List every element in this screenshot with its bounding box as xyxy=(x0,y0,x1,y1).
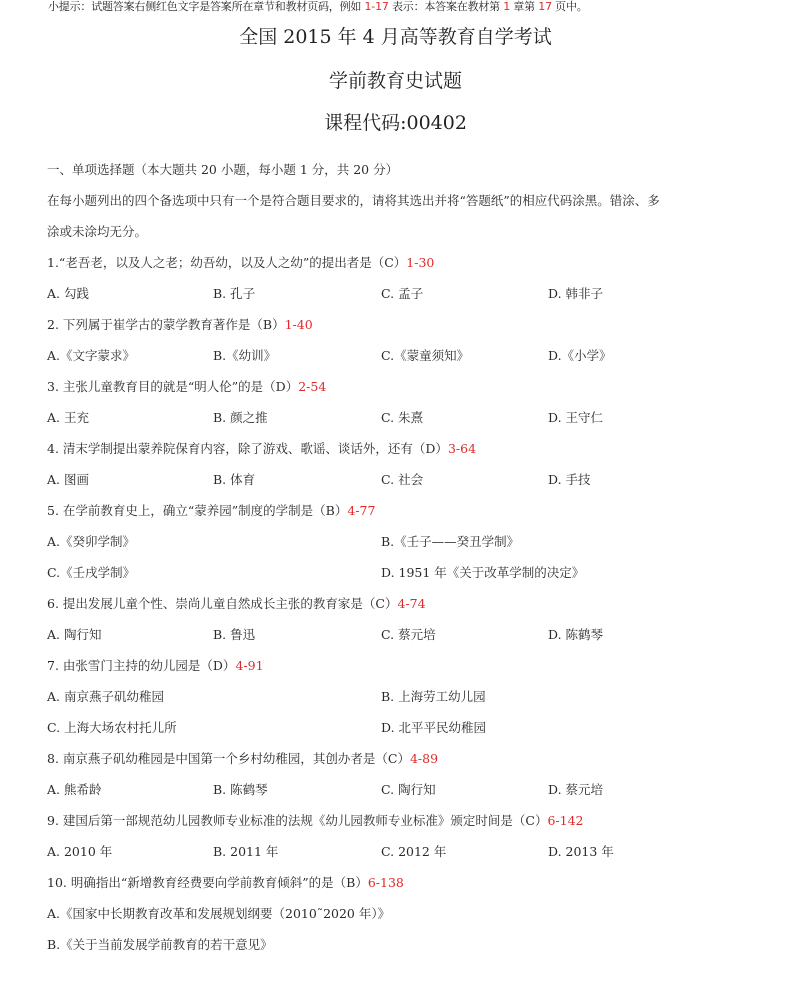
question-stem xyxy=(47,379,326,395)
option-d: D. 2013 年 xyxy=(548,844,614,859)
hint-text: 小提示：试题答案右侧红色文字是答案所在章节和教材页码，例如 xyxy=(48,0,365,13)
option-c: C. 蔡元培 xyxy=(381,627,436,642)
option-a: A. 2010 年 xyxy=(47,844,113,859)
option-c: C. 社会 xyxy=(381,472,424,487)
option-b: B. 鲁迅 xyxy=(213,627,256,642)
hint-chapter: 1 xyxy=(503,0,511,13)
option-d: D. 王守仁 xyxy=(548,410,604,425)
hint-page: 17 xyxy=(538,0,552,13)
reference-page: 4-74 xyxy=(397,596,426,611)
question-stem xyxy=(47,596,426,612)
stem-text: 8. 南京燕子矶幼稚园是中国第一个乡村幼稚园，其创办者是（C） xyxy=(47,751,410,766)
option-d: D. 韩非子 xyxy=(548,286,604,301)
option-a: A.《癸卯学制》 xyxy=(47,534,136,549)
option-b: B.《关于当前发展学前教育的若干意见》 xyxy=(47,937,273,952)
option-b: B. 孔子 xyxy=(213,286,256,301)
stem-text: 6. 提出发展儿童个性、崇尚儿童自然成长主张的教育家是（C） xyxy=(47,596,398,611)
option-c: C.《蒙童须知》 xyxy=(381,348,470,363)
hint-text: 表示：本答案在教材第 xyxy=(388,0,504,13)
option-a: A. 王充 xyxy=(47,410,89,425)
stem-text: 7. 由张雪门主持的幼儿园是（D） xyxy=(47,658,236,673)
option-a: A. 陶行知 xyxy=(47,627,102,642)
section-heading: 一、单项选择题（本大题共 20 小题，每小题 1 分，共 20 分） xyxy=(47,162,399,177)
reference-page: 4-77 xyxy=(347,503,376,518)
option-d: D. 北平平民幼稚园 xyxy=(381,720,487,735)
option-a: A. 勾践 xyxy=(47,286,89,301)
option-b: B. 2011 年 xyxy=(213,844,279,859)
option-c: C. 2012 年 xyxy=(381,844,447,859)
reference-page: 3-64 xyxy=(447,441,477,456)
option-a: A. 图画 xyxy=(47,472,89,487)
option-d: D. 陈鹤琴 xyxy=(548,627,604,642)
question-stem xyxy=(47,875,404,891)
section-instruction: 涂或未涂均无分。 xyxy=(47,224,148,239)
hint-banner xyxy=(48,0,588,14)
section-instruction: 在每小题列出的四个备选项中只有一个是符合题目要求的，请将其选出并将“答题纸”的相应代码涂黑。错涂、多 xyxy=(47,193,660,208)
question-stem xyxy=(47,751,438,767)
question-stem xyxy=(47,317,313,333)
option-b: B.《壬子——癸丑学制》 xyxy=(381,534,520,549)
subject-title: 学前教育史试题 xyxy=(328,70,462,92)
option-d: D. 手技 xyxy=(548,472,591,487)
option-b: B. 颜之推 xyxy=(213,410,268,425)
question-stem xyxy=(47,503,375,519)
reference-page: 2-54 xyxy=(298,379,327,394)
option-c: C.《壬戌学制》 xyxy=(47,565,136,580)
reference-page: 1-40 xyxy=(284,317,313,332)
hint-text: 页中。 xyxy=(551,0,588,13)
reference-page: 4-89 xyxy=(409,751,439,766)
option-c: C. 上海大场农村托儿所 xyxy=(47,720,177,735)
question-stem xyxy=(47,255,434,271)
hint-example-ref: 1-17 xyxy=(364,0,389,13)
stem-text: 1.“老吾老，以及人之老；幼吾幼，以及人之幼”的提出者是（C） xyxy=(47,255,407,270)
stem-text: 4. 清末学制提出蒙养院保育内容，除了游戏、歌谣、谈话外，还有（D） xyxy=(47,441,448,456)
option-b: B. 体育 xyxy=(213,472,256,487)
exam-title: 全国 2015 年 4 月高等教育自学考试 xyxy=(239,26,552,48)
option-b: B. 陈鹤琴 xyxy=(213,782,268,797)
stem-text: 3. 主张儿童教育目的就是“明人伦”的是（D） xyxy=(47,379,299,394)
option-a: A.《国家中长期教育改革和发展规划纲要（2010˜2020 年）》 xyxy=(47,906,391,921)
stem-text: 5. 在学前教育史上，确立“蒙养园”制度的学制是（B） xyxy=(47,503,348,518)
hint-text: 章第 xyxy=(510,0,539,13)
reference-page: 4-91 xyxy=(235,658,264,673)
option-a: A. 南京燕子矶幼稚园 xyxy=(47,689,164,704)
question-stem xyxy=(47,813,584,829)
reference-page: 6-142 xyxy=(547,813,584,828)
option-d: D.《小学》 xyxy=(548,348,612,363)
option-c: C. 孟子 xyxy=(381,286,424,301)
question-stem xyxy=(47,441,476,457)
option-c: C. 陶行知 xyxy=(381,782,436,797)
option-b: B. 上海劳工幼儿园 xyxy=(381,689,486,704)
stem-text: 9. 建国后第一部规范幼儿园教师专业标准的法规《幼儿园教师专业标准》颁定时间是（C） xyxy=(47,813,548,828)
reference-page: 1-30 xyxy=(406,255,435,270)
stem-text: 2. 下列属于崔学古的蒙学教育著作是（B） xyxy=(47,317,285,332)
option-d: D. 蔡元培 xyxy=(548,782,604,797)
option-a: A.《文字蒙求》 xyxy=(47,348,136,363)
option-b: B.《幼训》 xyxy=(213,348,277,363)
course-code: 课程代码:00402 xyxy=(324,112,467,134)
option-c: C. 朱熹 xyxy=(381,410,424,425)
question-stem xyxy=(47,658,264,674)
option-a: A. 熊希龄 xyxy=(47,782,102,797)
stem-text: 10. 明确指出“新增教育经费要向学前教育倾斜”的是（B） xyxy=(47,875,368,890)
reference-page: 6-138 xyxy=(367,875,404,890)
option-d: D. 1951 年《关于改革学制的决定》 xyxy=(381,565,585,580)
